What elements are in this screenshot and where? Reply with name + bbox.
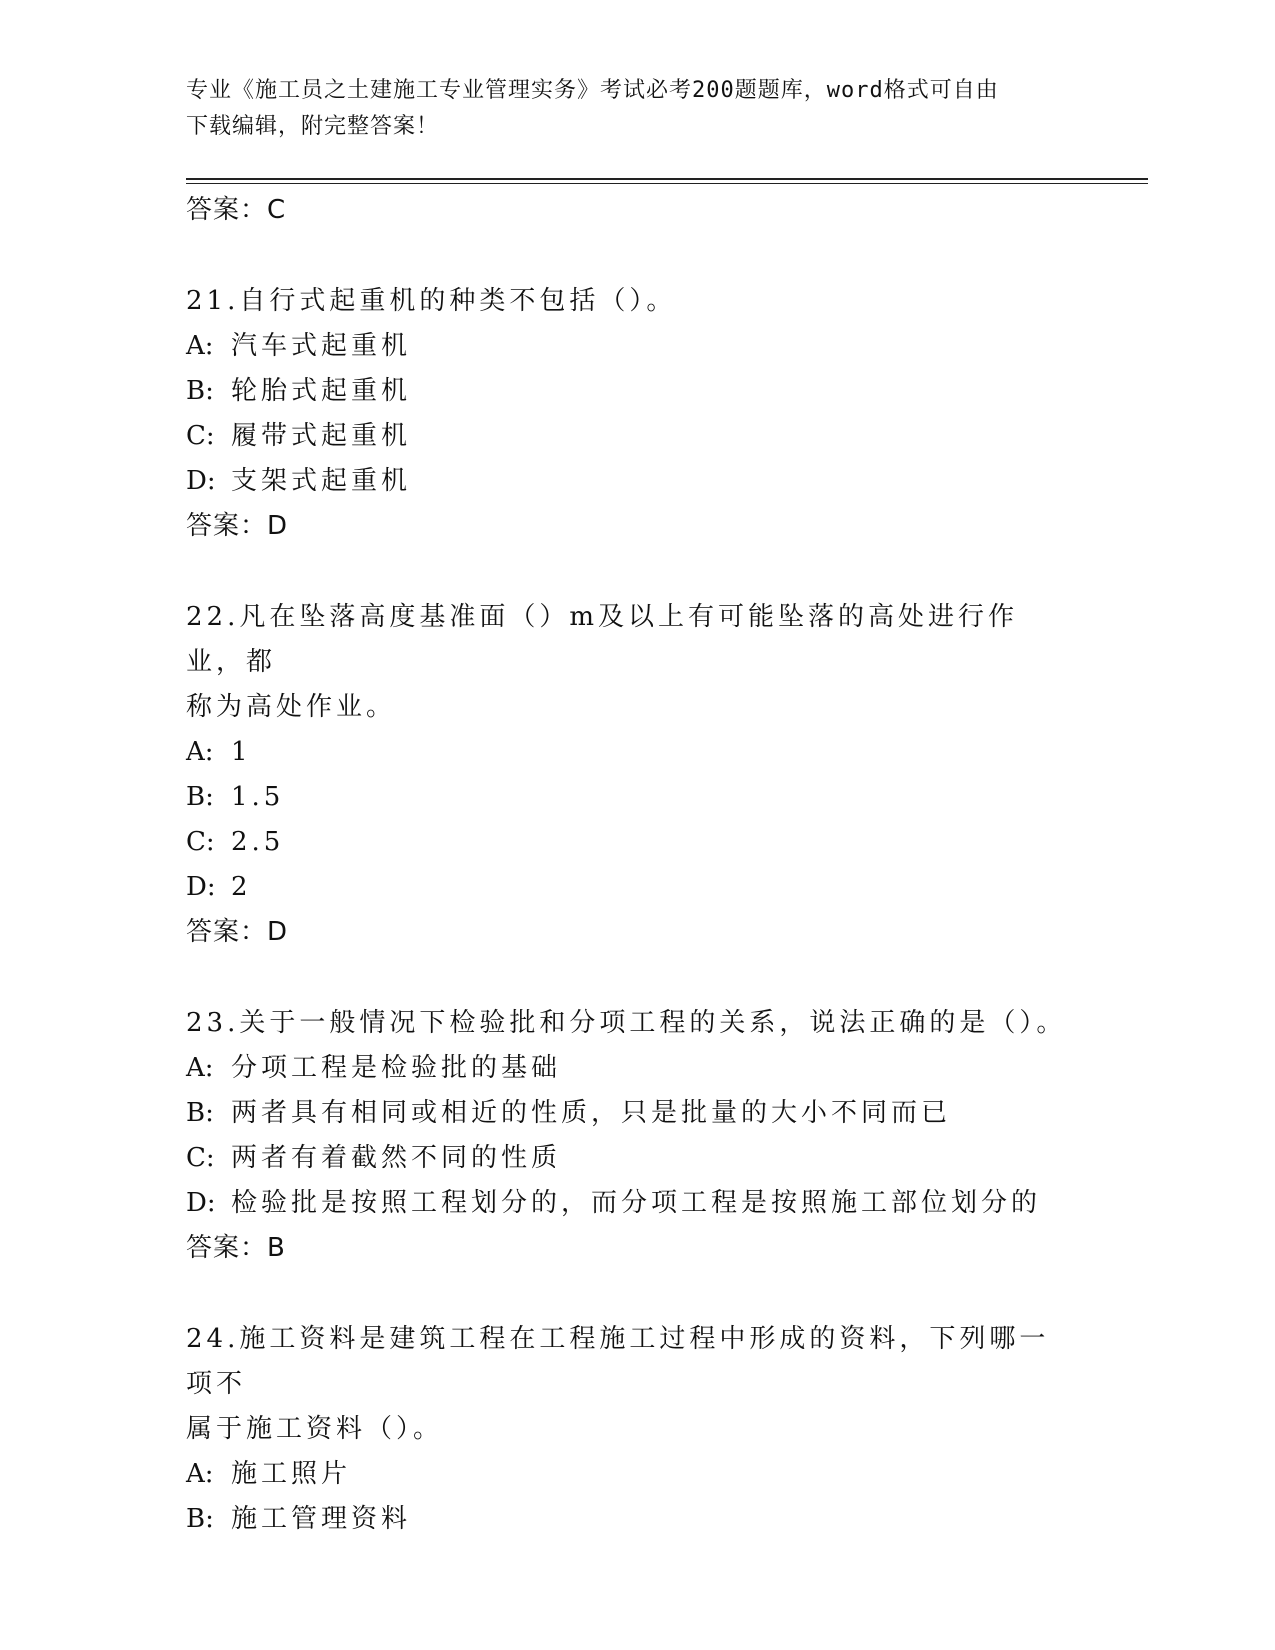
answer-line: 答案：D: [186, 511, 289, 541]
option-letter: A:: [186, 331, 214, 361]
question-stem-continued: 称为高处作业。: [186, 692, 397, 722]
question-stem: 24.施工资料是建筑工程在工程施工过程中形成的资料，下列哪一项不: [186, 1324, 1050, 1399]
question-21: [186, 279, 1076, 549]
option-letter: C:: [186, 827, 215, 857]
option-text: 轮胎式起重机: [231, 376, 412, 406]
option-text: 1.5: [231, 782, 285, 812]
option-text: 施工管理资料: [231, 1504, 412, 1534]
option-text: 1: [231, 737, 252, 767]
option-a: [186, 1046, 1076, 1091]
option-b: [186, 1497, 1076, 1542]
option-text: 分项工程是检验批的基础: [231, 1053, 562, 1083]
option-b: [186, 775, 1076, 820]
option-text: 两者有着截然不同的性质: [231, 1143, 562, 1173]
option-letter: B:: [186, 1098, 214, 1128]
option-a: [186, 1452, 1076, 1497]
option-text: 2: [231, 872, 252, 902]
option-letter: B:: [186, 1504, 214, 1534]
option-letter: A:: [186, 737, 214, 767]
header-line-1: 专业《施工员之土建施工专业管理实务》考试必考200题题库，word格式可自由: [186, 78, 999, 103]
question-22: [186, 595, 1076, 955]
question-24: [186, 1317, 1076, 1542]
question-stem: 21.自行式起重机的种类不包括（）。: [186, 286, 677, 316]
option-a: [186, 324, 1076, 369]
document-body: [186, 188, 1076, 1542]
option-text: 施工照片: [231, 1459, 352, 1489]
question-23: [186, 1001, 1076, 1271]
option-letter: B:: [186, 782, 214, 812]
option-text: 汽车式起重机: [231, 331, 412, 361]
option-letter: B:: [186, 376, 214, 406]
header-line-2: 下载编辑，附完整答案！: [186, 114, 440, 139]
option-c: [186, 1136, 1076, 1181]
option-letter: C:: [186, 1143, 215, 1173]
option-d: [186, 459, 1076, 504]
option-letter: C:: [186, 421, 215, 451]
option-b: [186, 369, 1076, 414]
option-text: 两者具有相同或相近的性质，只是批量的大小不同而已: [231, 1098, 952, 1128]
option-text: 履带式起重机: [231, 421, 412, 451]
option-letter: D:: [186, 872, 216, 902]
answer-line: 答案：B: [186, 1233, 286, 1263]
option-letter: A:: [186, 1053, 214, 1083]
answer-line: 答案：D: [186, 917, 289, 947]
option-text: 2.5: [231, 827, 285, 857]
header-divider-thick: [186, 178, 1148, 180]
option-letter: D:: [186, 1188, 216, 1218]
option-text: 支架式起重机: [231, 466, 412, 496]
option-a: [186, 730, 1076, 775]
option-letter: A:: [186, 1459, 214, 1489]
option-d: [186, 865, 1076, 910]
option-d: [186, 1181, 1076, 1226]
question-stem: 22.凡在坠落高度基准面（）m及以上有可能坠落的高处进行作业，都: [186, 602, 1019, 677]
option-letter: D:: [186, 466, 216, 496]
question-stem-continued: 属于施工资料（）。: [186, 1414, 444, 1444]
header-divider-thin: [186, 183, 1148, 184]
option-c: [186, 820, 1076, 865]
option-c: [186, 414, 1076, 459]
answer-line: 答案：C: [186, 195, 287, 225]
option-text: 检验批是按照工程划分的，而分项工程是按照施工部位划分的: [231, 1188, 1042, 1218]
question-stem: 23.关于一般情况下检验批和分项工程的关系，说法正确的是（）。: [186, 1008, 1067, 1038]
document-header: [186, 73, 1066, 145]
option-b: [186, 1091, 1076, 1136]
